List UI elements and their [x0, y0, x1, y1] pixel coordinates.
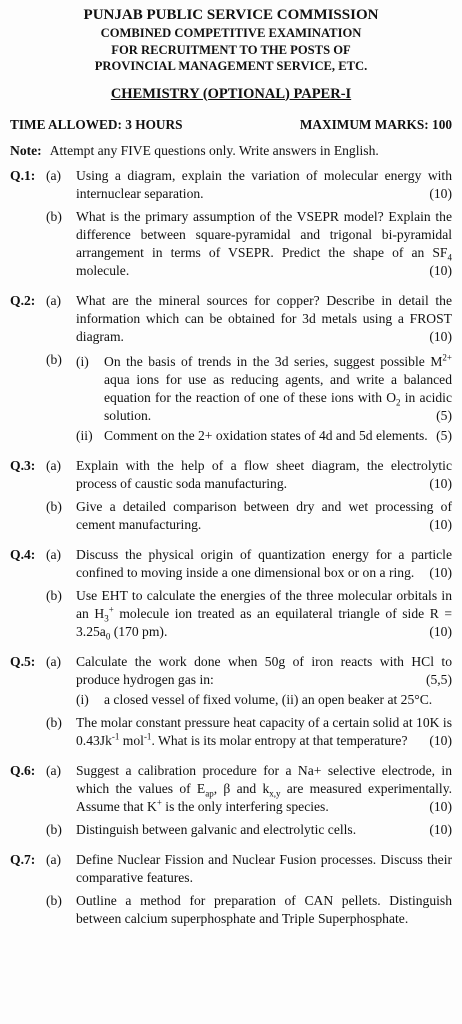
exam-paper: [10, 0, 452, 933]
part-label: (b): [46, 208, 62, 224]
marks: (10): [429, 821, 452, 837]
question-part: [46, 498, 452, 534]
part-label: (b): [46, 587, 62, 603]
part-label: (a): [46, 851, 62, 867]
part-label: (a): [46, 653, 62, 669]
note-label: Note:: [10, 142, 42, 158]
marks: (10): [429, 623, 452, 639]
part-label: (b): [46, 714, 62, 730]
marks: (10): [429, 475, 452, 491]
question-part: [46, 821, 452, 839]
question-7: [10, 851, 452, 933]
time-allowed: TIME ALLOWED: 3 HOURS: [10, 116, 183, 132]
marks: (10): [429, 564, 452, 580]
part-label: (a): [46, 546, 62, 562]
subpart-text: a closed vessel of fixed volume, (ii) an open beaker at 25°C.: [104, 691, 433, 707]
question-number: Q.1:: [10, 167, 36, 183]
header-recruitment: FOR RECRUITMENT TO THE POSTS OF: [111, 42, 351, 57]
question-part: [46, 457, 452, 493]
part-label: (a): [46, 167, 62, 183]
question-part: (b) The molar constant pressure heat capacity of a certain solid at 10K is $0.43Jk^{-1}$ mol$^{-1}$. What is its molar entropy at that temperature? (10): [46, 714, 452, 748]
part-label: (a): [46, 762, 62, 778]
part-text: Explain with the help of a flow sheet diagram, the electrolytic process of caustic soda manufacturing.: [76, 457, 452, 491]
marks: (5): [436, 407, 452, 423]
question-number: Q.5:: [10, 653, 36, 669]
header-commission: PUNJAB PUBLIC SERVICE COMMISSION: [83, 7, 379, 23]
marks: (10): [429, 185, 452, 201]
part-label: (b): [46, 498, 62, 514]
maximum-marks: MAXIMUM MARKS: 100: [299, 116, 452, 132]
question-part: [46, 292, 452, 346]
question-part: (b) What is the primary assumption of the VSEPR model? Explain the difference between square-pyramidal and trigonal bi-pyramidal arrangement in terms of VSEPR. Predict the shape of an $SF_4$ molecule. (10): [46, 208, 452, 278]
part-text: Outline a method for preparation of CAN pellets. Distinguish between calcium superphosphate and Triple Superphosphate.: [76, 892, 452, 926]
part-label: (a): [46, 457, 62, 473]
question-number: Q.4:: [10, 546, 36, 562]
question-number: Q.7:: [10, 851, 36, 867]
marks: (10): [429, 798, 452, 814]
subpart: [76, 427, 452, 445]
part-text: Give a detailed comparison between dry and wet processing of cement manufacturing.: [76, 498, 452, 532]
part-text: Distinguish between galvanic and electrolytic cells.: [76, 821, 357, 837]
question-number: Q.2:: [10, 292, 36, 308]
paper-meta: [10, 116, 452, 134]
part-text: What are the mineral sources for copper? Describe in detail the information which can be obtained for 3d metals using a FROST diagram.: [76, 292, 452, 344]
part-label: (a): [46, 292, 62, 308]
part-label: (b): [46, 821, 62, 837]
question-part: (a) Suggest a calibration procedure for a Na+ selective electrode, in which the values of $E_{ap}$, β and $k_{x,y}$ are measured experimentally. Assume that K+ is the only interfering species. (10): [46, 762, 453, 814]
header-service: PROVINCIAL MANAGEMENT SERVICE, ETC.: [94, 59, 368, 73]
question-6: [10, 762, 452, 844]
subpart: (i) On the basis of trends in the 3d series, suggest possible $M^{2+}$ aqua ions for use as reducing agents, and write a balanced equation for the reaction of one of these ions with $O_2$ in acidic solution. (5): [76, 351, 452, 423]
marks: (5): [436, 427, 452, 443]
question-number: Q.3:: [10, 457, 36, 473]
question-5: [10, 653, 452, 755]
part-text: Discuss the physical origin of quantization energy for a particle confined to moving inside a one dimensional box or on a ring.: [76, 546, 452, 580]
part-text: Define Nuclear Fission and Nuclear Fusion processes. Discuss their comparative features.: [76, 851, 452, 885]
question-number: Q.6:: [10, 762, 36, 778]
marks: (10): [429, 262, 452, 278]
part-text: Calculate the work done when 50g of iron reacts with HCl to produce hydrogen gas in:: [76, 653, 452, 687]
marks: (10): [429, 732, 452, 748]
subpart-label: (i): [76, 691, 89, 707]
question-4: [10, 546, 452, 646]
question-3: [10, 457, 452, 539]
question-2: [10, 292, 452, 450]
paper-title: CHEMISTRY (OPTIONAL) PAPER-I: [110, 85, 352, 102]
marks: (10): [429, 328, 452, 344]
subpart: [76, 691, 452, 709]
question-part: (a) Using a diagram, explain the variation of molecular energy with internuclear separation. (10): [46, 167, 452, 201]
marks: (5,5): [425, 671, 452, 687]
question-1: [10, 167, 452, 285]
subpart-label: (ii): [76, 427, 93, 443]
instructions-note: [10, 142, 452, 160]
question-part: [46, 892, 452, 928]
note-text: Attempt any FIVE questions only. Write answers in English.: [49, 142, 379, 158]
marks: (10): [429, 516, 452, 532]
header: [10, 6, 452, 75]
question-part: [46, 851, 452, 887]
subpart-text: Comment on the 2+ oxidation states of 4d and 5d elements.: [104, 427, 428, 443]
header-exam: COMBINED COMPETITIVE EXAMINATION: [100, 26, 362, 40]
question-part: [46, 546, 452, 582]
question-part: [46, 653, 452, 709]
question-part: [46, 351, 452, 445]
part-label: (b): [46, 892, 62, 908]
subpart-label: (i): [76, 353, 89, 369]
part-label: (b): [46, 351, 62, 367]
question-part: (b) Use EHT to calculate the energies of the three molecular orbitals in an $H_3^+$ molecule ion treated as an equilateral triangle of side $R = 3.25a_0$ (170 pm). (10): [46, 587, 452, 642]
